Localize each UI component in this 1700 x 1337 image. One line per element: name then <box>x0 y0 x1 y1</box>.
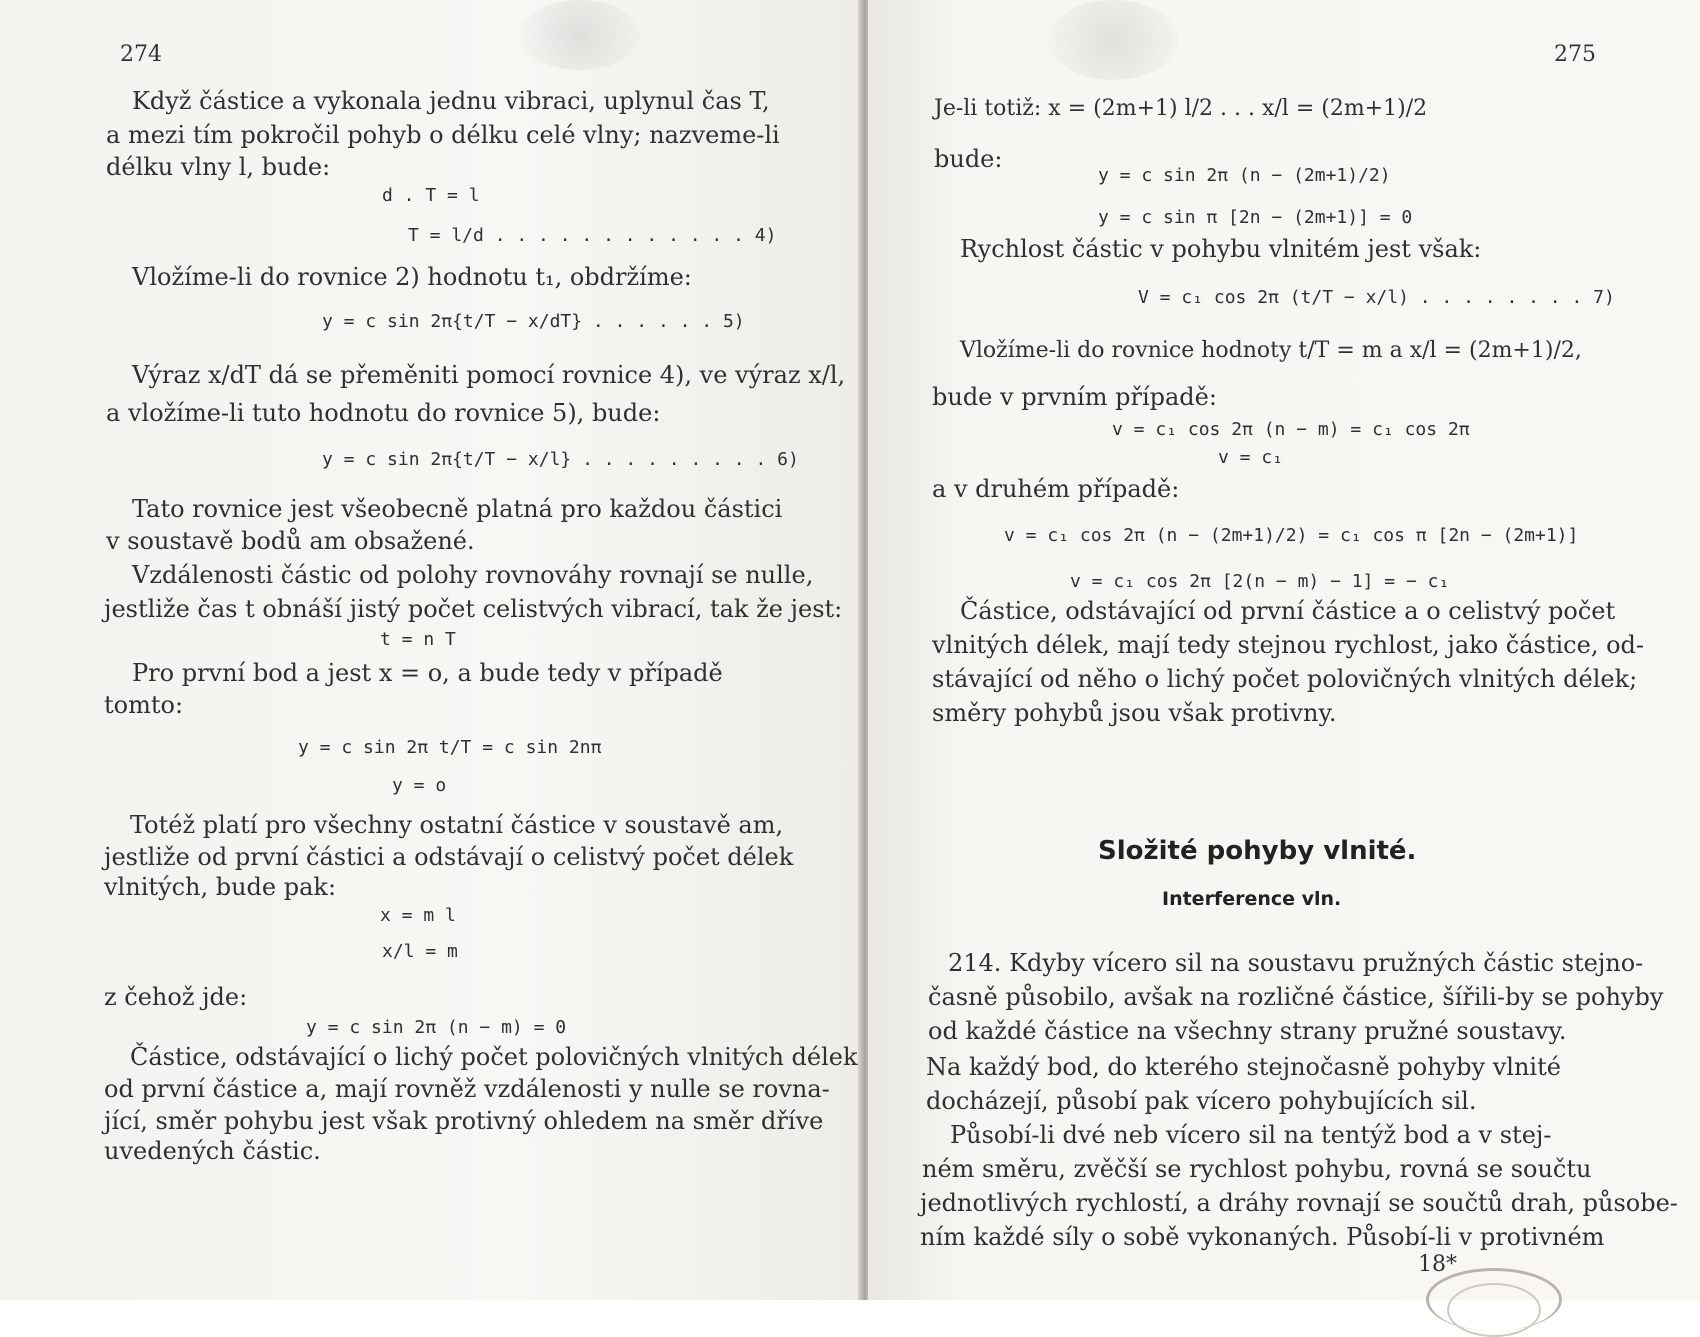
text-line: Je-li totiž: x = (2m+1) l/2 . . . x/l = (2m+1)/2 <box>934 96 1428 121</box>
text-line: 214. Kdyby vícero sil na soustavu pružných částic stejno- <box>948 949 1644 977</box>
section-title: Složité pohyby vlnité. <box>1098 836 1417 866</box>
text-line: vlnitých, bude pak: <box>104 873 337 901</box>
text-line: Pro první bod a jest x = o, a bude tedy v případě <box>132 659 723 687</box>
text-line: bude v prvním případě: <box>932 383 1217 411</box>
equation: y = c sin π [2n − (2m+1)] = 0 <box>1098 207 1413 228</box>
equation: y = c sin 2π t/T = c sin 2nπ <box>298 737 602 758</box>
subsection-title: Interference vln. <box>1162 888 1342 910</box>
equation: V = c₁ cos 2π (t/T − x/l) . . . . . . . . 7) <box>1138 287 1615 308</box>
text-line: jestliže od první částici a odstávají o celistvý počet délek <box>104 843 794 871</box>
equation: t = n T <box>380 629 456 650</box>
text-line: jící, směr pohybu jest však protivný ohledem na směr dříve <box>104 1107 824 1135</box>
text-line: Rychlost částic v pohybu vlnitém jest však: <box>960 235 1482 263</box>
text-line: stávající od něho o lichý počet polovičných vlnitých délek; <box>932 665 1638 693</box>
stain-mark <box>1048 0 1178 80</box>
equation: d . T = l <box>382 185 480 206</box>
equation: T = l/d . . . . . . . . . . . . 4) <box>408 225 777 246</box>
text-line: Výraz x/dT dá se přeměniti pomocí rovnice 4), ve výraz x/l, <box>132 361 846 389</box>
text-line: Totéž platí pro všechny ostatní částice v soustavě am, <box>130 811 784 839</box>
stain-mark <box>520 0 640 70</box>
equation: y = o <box>392 775 447 796</box>
text-line: jestliže čas t obnáší jistý počet celistvých vibrací, tak že jest: <box>104 595 843 623</box>
equation: y = c sin 2π{t/T − x/l} . . . . . . . . . 6) <box>322 449 799 470</box>
equation: x/l = m <box>382 941 458 962</box>
equation: v = c₁ cos 2π (n − m) = c₁ cos 2π <box>1112 419 1470 440</box>
text-line: docházejí, působí pak vícero pohybujících sil. <box>926 1087 1477 1115</box>
left-page <box>0 0 862 1300</box>
text-line: v soustavě bodů am obsažené. <box>106 527 475 555</box>
text-line: tomto: <box>104 691 184 719</box>
text-line: Vložíme-li do rovnice hodnoty t/T = m a x/l = (2m+1)/2, <box>960 338 1582 363</box>
text-line: a mezi tím pokročil pohyb o délku celé vlny; nazveme-li <box>106 121 780 149</box>
text-line: Působí-li dvé neb vícero sil na tentýž bod a v stej- <box>950 1121 1552 1149</box>
text-line: a v druhém případě: <box>932 475 1180 503</box>
signature-mark: 18* <box>1418 1252 1457 1277</box>
text-line: z čehož jde: <box>104 983 248 1011</box>
text-line: a vložíme-li tuto hodnotu do rovnice 5), bude: <box>106 399 661 427</box>
text-line: Částice, odstávající o lichý počet polovičných vlnitých délek <box>130 1043 858 1071</box>
equation: y = c sin 2π (n − (2m+1)/2) <box>1098 165 1391 186</box>
equation: v = c₁ cos 2π (n − (2m+1)/2) = c₁ cos π [2n − (2m+1)] <box>1004 525 1579 546</box>
text-line: Částice, odstávající od první částice a o celistvý počet <box>960 597 1616 625</box>
text-line: směry pohybů jsou však protivny. <box>932 699 1337 727</box>
text-line: uvedených částic. <box>104 1137 321 1165</box>
equation: x = m l <box>380 905 456 926</box>
text-line: Když částice a vykonala jednu vibraci, uplynul čas T, <box>132 87 770 115</box>
text-line: Vložíme-li do rovnice 2) hodnotu t₁, obdržíme: <box>132 263 692 291</box>
equation: y = c sin 2π (n − m) = 0 <box>306 1017 567 1038</box>
text-line: časně působilo, avšak na rozličné částice, šířili-by se pohyby <box>928 983 1664 1011</box>
text-line: ním každé síly o sobě vykonaných. Působí-li v protivném <box>920 1223 1605 1251</box>
text-line: Tato rovnice jest všeobecně platná pro každou částici <box>132 495 783 523</box>
text-line: od každé částice na všechny strany pružné soustavy. <box>928 1017 1567 1045</box>
text-line: bude: <box>934 145 1003 173</box>
equation: v = c₁ <box>1218 447 1284 468</box>
text-line: délku vlny l, bude: <box>106 153 331 181</box>
text-line: Vzdálenosti částic od polohy rovnováhy rovnají se nulle, <box>132 561 814 589</box>
text-line: vlnitých délek, mají tedy stejnou rychlost, jako částice, od- <box>932 631 1645 659</box>
text-line: Na každý bod, do kterého stejnočasně pohyby vlnité <box>926 1053 1561 1081</box>
equation: v = c₁ cos 2π [2(n − m) − 1] = − c₁ <box>1070 571 1450 592</box>
text-line: jednotlivých rychlostí, a dráhy rovnají se součtů drah, působe- <box>920 1189 1678 1217</box>
page-number: 275 <box>1554 42 1596 67</box>
text-line: ném směru, zvěčší se rychlost pohybu, rovná se součtu <box>922 1155 1592 1183</box>
text-line: od první částice a, mají rovněž vzdálenosti y nulle se rovna- <box>104 1075 830 1103</box>
page-number: 274 <box>120 42 162 67</box>
equation: y = c sin 2π{t/T − x/dT} . . . . . . 5) <box>322 311 745 332</box>
